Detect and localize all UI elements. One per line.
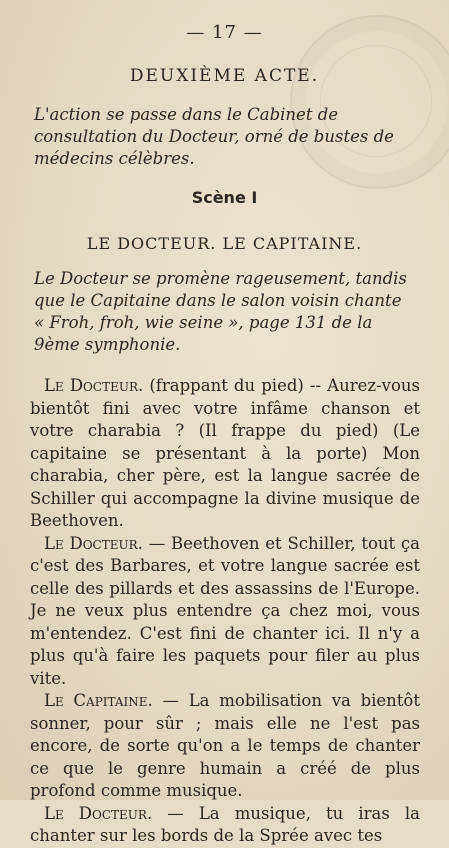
speaker-name: Le Docteur. — [44, 533, 143, 553]
dialogue-line — [30, 803, 420, 848]
scene-title: Scène I — [191, 188, 258, 207]
act-title: DEUXIÈME ACTE. — [129, 66, 320, 86]
speaker-name: Le Docteur. — [44, 376, 144, 395]
dialogue-text: — La mobilisation va bientôt sonner, pour sûr ; mais elle ne l'est pas encore, de sorte qu'on a le temps de chanter ce que le genre humain a créé de plus profond comme musique. — [30, 691, 420, 800]
scene-characters: LE DOCTEUR. LE CAPITAINE. — [86, 234, 363, 253]
dialogue-line — [30, 375, 420, 533]
dialogue-text: — La musique, tu iras la chanter sur les bords de la Sprée avec tes — [30, 803, 420, 845]
speaker-name: Le Docteur. — [44, 803, 153, 823]
speaker-name: Le Capitaine. — [44, 691, 153, 710]
dialogue-line — [30, 690, 420, 803]
dialogue-text: — Beethoven et Schiller, tout ça c'est des Barbares, et votre langue sacrée est celle des pillards et des assassins de l'Europe. Je ne veux plus entendre ça chez moi, vous m'entendez. C'est fini de chanter ici. Il n'y a plus qu'à faire les paquets pour filer au plus vite. — [30, 533, 420, 688]
dialogue-line — [30, 533, 420, 691]
stage-direction: Le Docteur se promène rageusement, tandis que le Capitaine dans le salon voisin chante « Froh, froh, wie seine », page 131 de la 9ème symphonie. — [34, 269, 407, 354]
dialogue-block — [30, 375, 420, 848]
page-number: — 17 — — [186, 22, 263, 43]
dialogue-text: (frappant du pied) -- Aurez-vous bientôt fini avec votre infâme chanson et votre charabia ? (Il frappe du pied) (Le capitaine se présentant à la porte) Mon charabia, cher père, est la langue sacrée de Schiller qui accompagne la divine musique de Beethoven. — [30, 376, 420, 530]
setting-description: L'action se passe dans le Cabinet de consultation du Docteur, orné de bustes de médecins célèbres. — [34, 105, 394, 168]
